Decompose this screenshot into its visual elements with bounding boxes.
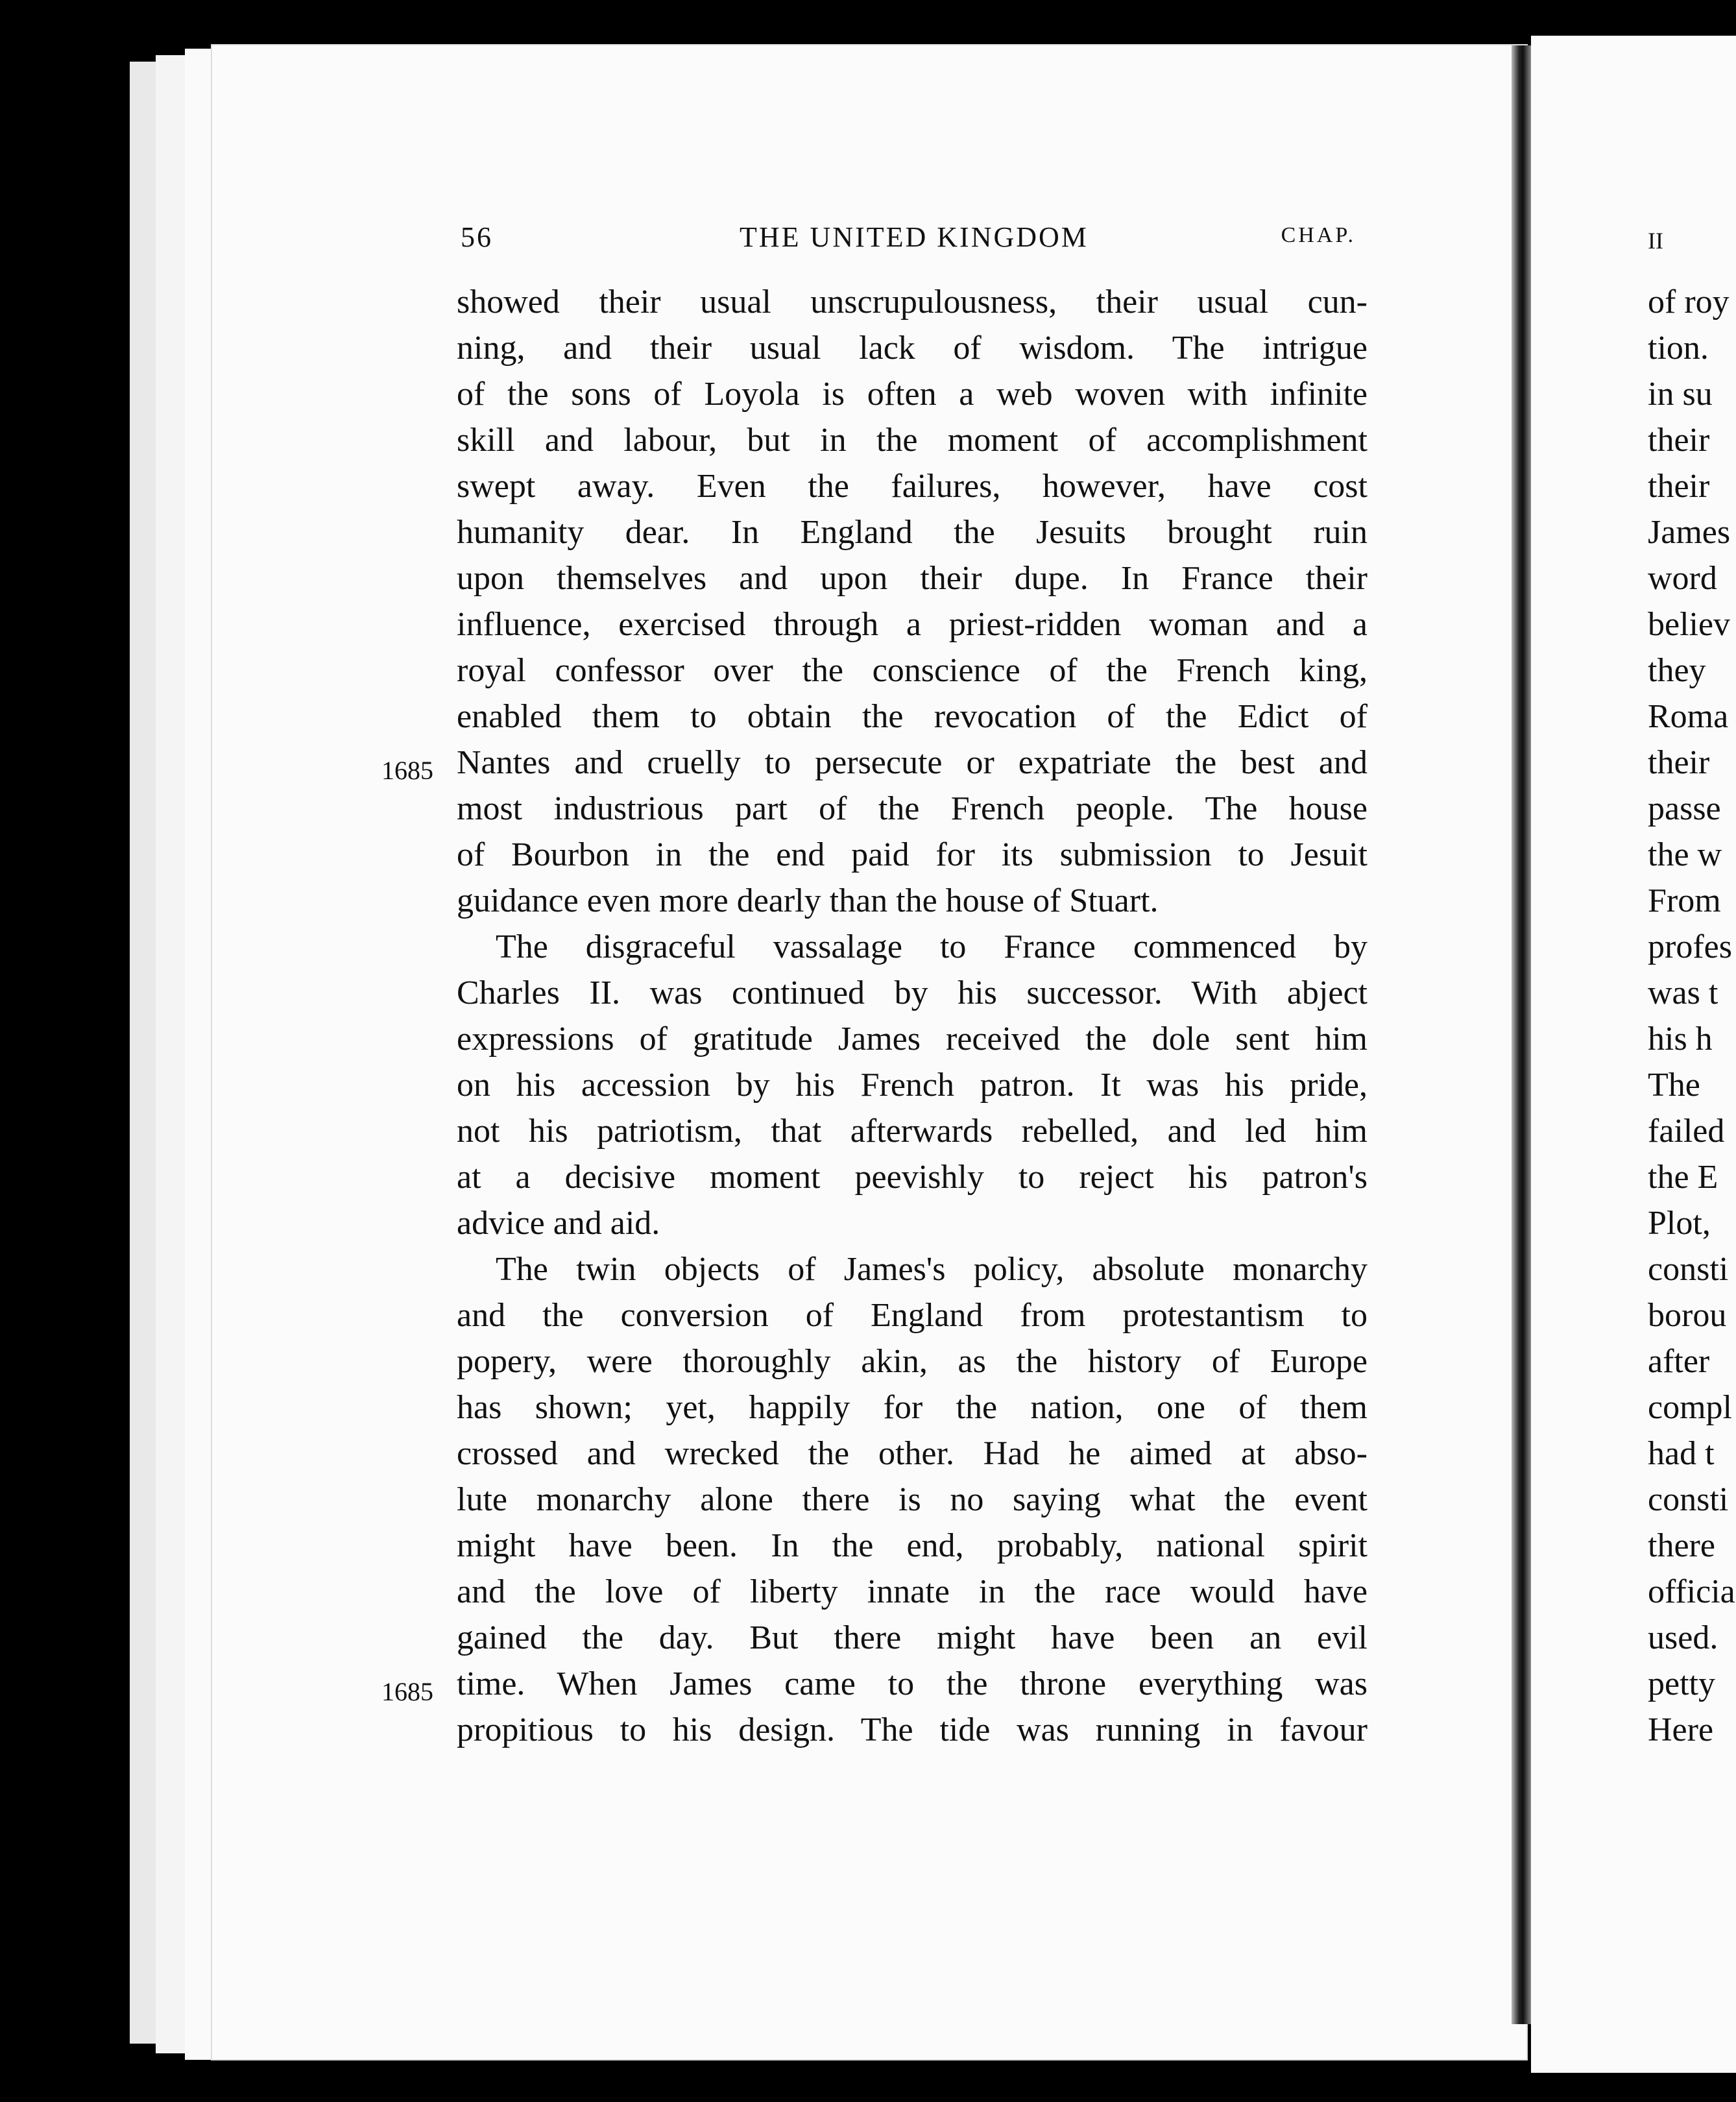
text-line: of Bourbon in the end paid for its submission to Jesuit: [457, 836, 1368, 873]
text-line: most industrious part of the French people. The house: [457, 790, 1368, 827]
right-chapter-numeral: II: [1648, 228, 1663, 254]
text-line: the E: [1648, 1159, 1718, 1196]
text-line: passe: [1648, 790, 1721, 827]
text-line: was t: [1648, 974, 1718, 1011]
text-line: there: [1648, 1527, 1715, 1564]
text-line: had t: [1648, 1435, 1715, 1472]
text-line: Nantes and cruelly to persecute or expatriate the best and: [457, 744, 1368, 781]
text-line: propitious to his design. The tide was running in favour: [457, 1711, 1368, 1748]
text-line: humanity dear. In England the Jesuits brought ruin: [457, 514, 1368, 551]
text-line: James: [1648, 514, 1731, 551]
text-line: his h: [1648, 1021, 1713, 1057]
text-line: of the sons of Loyola is often a web woven with infinite: [457, 376, 1368, 413]
text-line: Here: [1648, 1711, 1714, 1748]
text-line: gained the day. But there might have been an evil: [457, 1619, 1368, 1656]
text-line: The disgraceful vassalage to France commenced by: [496, 928, 1368, 965]
text-line: ning, and their usual lack of wisdom. The intrigue: [457, 330, 1368, 367]
text-line: believ: [1648, 606, 1731, 643]
text-line: skill and labour, but in the moment of accomplishment: [457, 422, 1368, 459]
text-line: popery, were thoroughly akin, as the history of Europe: [457, 1343, 1368, 1380]
text-line: consti: [1648, 1481, 1729, 1518]
running-title: THE UNITED KINGDOM: [740, 221, 1089, 253]
text-line: at a decisive moment peevishly to reject his patron's: [457, 1159, 1368, 1196]
text-line: Roma: [1648, 698, 1729, 735]
text-line: royal confessor over the conscience of the French king,: [457, 652, 1368, 689]
text-line: their: [1648, 744, 1710, 781]
text-line: time. When James came to the throne everything was: [457, 1665, 1368, 1702]
text-line: influence, exercised through a priest-ridden woman and a: [457, 606, 1368, 643]
text-line: petty: [1648, 1665, 1715, 1702]
running-head: [461, 221, 1356, 253]
text-line: showed their usual unscrupulousness, their usual cun-: [457, 284, 1368, 320]
text-line: profes: [1648, 928, 1732, 965]
text-line: after: [1648, 1343, 1710, 1380]
text-line: consti: [1648, 1251, 1729, 1288]
text-line: and the love of liberty innate in the race would have: [457, 1573, 1368, 1610]
text-line: compl: [1648, 1389, 1732, 1426]
text-line: enabled them to obtain the revocation of the Edict of: [457, 698, 1368, 735]
text-line: their: [1648, 468, 1710, 505]
text-line: their: [1648, 422, 1710, 459]
body-text: [457, 279, 1368, 1753]
text-line: swept away. Even the failures, however, have cost: [457, 468, 1368, 505]
text-line: advice and aid.: [457, 1205, 660, 1242]
text-line: used.: [1648, 1619, 1718, 1656]
text-line: word: [1648, 560, 1717, 597]
text-line: officia: [1648, 1573, 1735, 1610]
margin-date: 1685: [381, 756, 433, 785]
text-line: lute monarchy alone there is no saying what the event: [457, 1481, 1368, 1518]
text-line: not his patriotism, that afterwards rebelled, and led him: [457, 1113, 1368, 1150]
text-line: in su: [1648, 376, 1713, 413]
text-line: failed: [1648, 1113, 1725, 1150]
text-line: guidance even more dearly than the house of Stuart.: [457, 882, 1159, 919]
text-line: might have been. In the end, probably, national spirit: [457, 1527, 1368, 1564]
text-line: and the conversion of England from protestantism to: [457, 1297, 1368, 1334]
margin-date: 1685: [381, 1677, 433, 1706]
text-line: The: [1648, 1067, 1700, 1104]
text-line: has shown; yet, happily for the nation, one of them: [457, 1389, 1368, 1426]
text-line: of roy: [1648, 284, 1730, 320]
text-line: Plot,: [1648, 1205, 1711, 1242]
chapter-abbrev: CHAP.: [1281, 223, 1356, 247]
right-page-text: [1648, 279, 1736, 1753]
book-gutter: [1512, 45, 1531, 2024]
text-line: From: [1648, 882, 1721, 919]
text-line: expressions of gratitude James received the dole sent him: [457, 1021, 1368, 1057]
text-line: they: [1648, 652, 1706, 689]
text-line: borou: [1648, 1297, 1727, 1334]
text-line: tion.: [1648, 330, 1709, 367]
page-number: 56: [461, 221, 493, 253]
text-line: on his accession by his French patron. It was his pride,: [457, 1067, 1368, 1104]
text-line: The twin objects of James's policy, absolute monarchy: [496, 1251, 1368, 1288]
text-line: crossed and wrecked the other. Had he aimed at abso-: [457, 1435, 1368, 1472]
text-line: Charles II. was continued by his successor. With abject: [457, 974, 1368, 1011]
text-line: upon themselves and upon their dupe. In France their: [457, 560, 1368, 597]
text-line: the w: [1648, 836, 1722, 873]
